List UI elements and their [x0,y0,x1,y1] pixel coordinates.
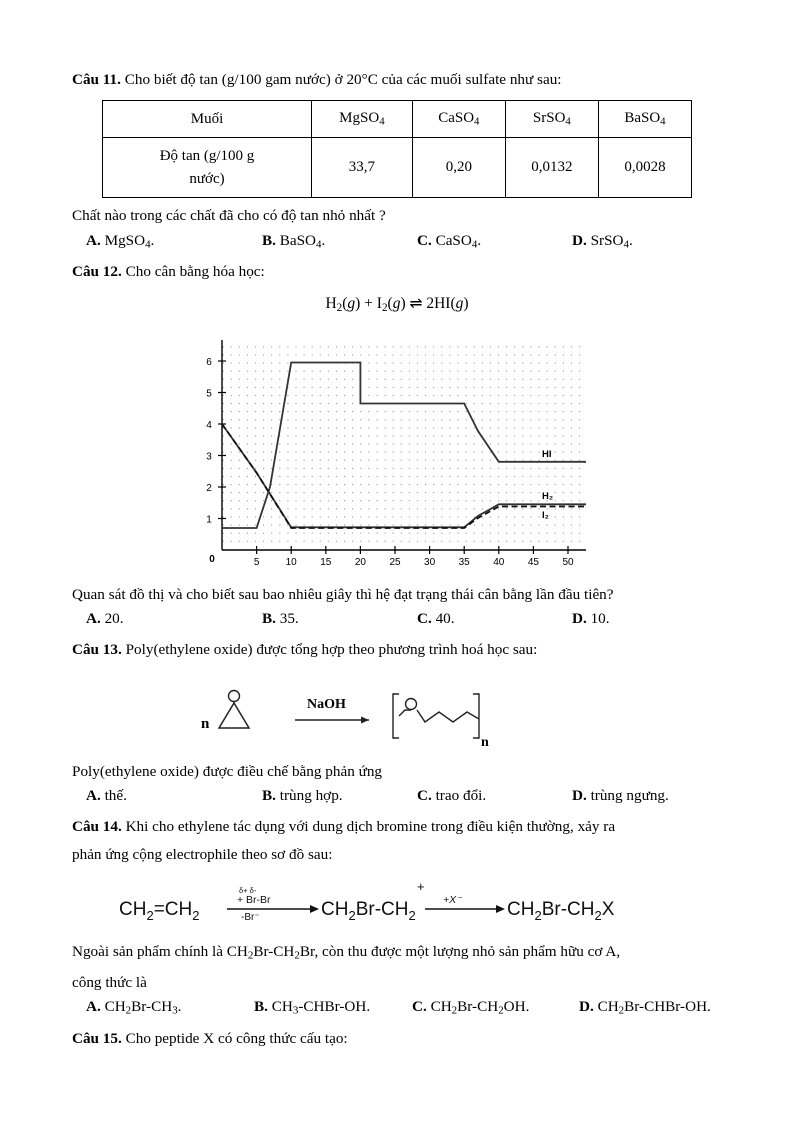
svg-text:35: 35 [458,556,470,568]
y-tick-labels [206,357,215,565]
svg-text:50: 50 [562,556,574,568]
option-a-key: A. [86,231,101,249]
svg-text:6: 6 [206,356,212,368]
question-15-stem [72,1027,722,1051]
table-header-cell-salt: Muối [103,100,312,138]
svg-text:25: 25 [389,556,401,568]
table-row-label [103,138,312,198]
option-a-key: A. [86,610,101,628]
option-b-key: B. [262,231,276,249]
option-a-key: A. [86,787,101,805]
chain-segment [399,710,411,716]
solubility-table [102,100,692,199]
question-11-text: Cho biết độ tan (g/100 gam nước) ở 20°C của các muối sulfate như sau: [120,71,562,88]
option-d-key: D. [572,787,587,805]
series-hi-label: HI [542,448,552,460]
option-c[interactable] [417,610,572,628]
option-b[interactable]: B. $CH_3-CHBr-OH$. [254,998,371,1018]
option-c[interactable] [417,787,572,805]
table-cell-value: 0,0028 [598,138,691,198]
question-14-text: Khi cho ethylene tác dụng với dung dịch bromine trong điều kiện thường, xảy ra [121,818,616,836]
polymerization-scheme [187,672,607,754]
option-a-text: 20. [104,610,124,628]
carbocation-charge: + [417,878,425,894]
question-12-stem [72,260,722,284]
option-d-key: D. [579,998,594,1016]
species-product: $CH_2Br-CH_2X$ [507,898,615,923]
option-a[interactable] [86,787,262,805]
question-12-label: Câu 12. [72,263,122,281]
question-11-label: Câu 11. [72,71,121,88]
svg-text:30: 30 [424,556,436,568]
question-13-text: Poly(ethylene oxide) được tổng hợp theo phương trình hoá học sau: [121,641,538,659]
svg-text:5: 5 [253,556,260,568]
option-b-text: trùng hợp. [279,787,343,805]
option-a[interactable]: A. $CH_2Br-CH_3$. [86,998,182,1018]
table-cell-value: 0,0132 [505,138,598,198]
series-h2-label: H₂ [542,490,554,502]
svg-text:10: 10 [285,556,297,568]
question-12-equation: $H_2(g) + I_2(g)$ ⇌ 2HI(g) [325,294,469,314]
question-11-options [72,232,722,251]
table-header-cell-mgso4: MgSO$_4$ [312,100,413,138]
chart-grid [222,340,582,547]
oxygen-atom-icon [229,690,240,701]
svg-text:5: 5 [206,388,212,400]
question-14-prompt-line1: Ngoài sản phẩm chính là $CH_2Br-CH_2Br$, còn thu được một lượng nhỏ sản phẩm hữu cơ A, [72,942,621,962]
option-b[interactable] [262,787,417,805]
chart-svg [182,322,612,577]
option-a-text: thế. [104,787,127,805]
electrophilic-addition-scheme [117,875,677,933]
question-14-prompt-line2: công thức là [72,974,147,992]
arrow-2-reagent: +X⁻ [443,893,462,906]
question-14-options [72,998,722,1017]
scheme-left-n: n [201,715,210,732]
series-i2-label: I₂ [542,509,549,521]
table-header-cell-caso4: CaSO$_4$ [412,100,505,138]
option-b-key: B. [262,787,276,805]
svg-text:0: 0 [209,553,215,565]
option-d-text: 10. [590,610,610,628]
reagent-naoh-label: NaOH [307,696,346,712]
option-c-key: C. [417,787,432,805]
question-13-prompt: Poly(ethylene oxide) được điều chế bằng phản ứng [72,762,383,780]
species-ethylene: $CH_2=CH_2$ [119,898,200,923]
svg-text:1: 1 [206,514,212,526]
svg-text:15: 15 [320,556,332,568]
question-15-text: Cho peptide X có công thức cấu tạo: [121,1030,348,1048]
table-header-row [103,100,692,138]
option-b[interactable] [262,610,417,628]
question-12-text: Cho cân bằng hóa học: [121,263,265,281]
x-tick-labels [254,557,574,568]
question-12-prompt: Quan sát đồ thị và cho biết sau bao nhiêu giây thì hệ đạt trạng thái cân bằng lần đầu tiên? [72,585,614,603]
svg-text:3: 3 [206,451,212,463]
option-a[interactable]: A. MgSO$_4$. [86,231,155,251]
scheme-right-n: n [481,734,489,750]
reaction-arrow-1-head [310,905,319,913]
arrow-1-delta-plus: δ+ δ- [239,885,257,895]
svg-text:2: 2 [206,482,212,494]
table-header-cell-srso4: SrSO$_4$ [505,100,598,138]
option-c-key: C. [412,998,427,1016]
table-header-cell-baso4: BaSO$_4$ [598,100,691,138]
question-14-stem [72,815,722,839]
question-14-label: Câu 14. [72,818,122,836]
equilibrium-chart [182,322,612,577]
option-c[interactable]: C. CaSO$_4$. [417,231,482,251]
question-12-options [72,610,722,628]
option-a-key: A. [86,998,101,1016]
reaction-arrow-head [361,716,369,723]
option-d-text: trùng ngưng. [590,787,669,805]
table-cell-value: 33,7 [312,138,413,198]
option-a[interactable] [86,610,262,628]
svg-text:4: 4 [206,419,212,431]
electrophilic-addition-svg [117,875,677,933]
epoxide-ring-icon [219,703,249,728]
option-c[interactable]: C. $CH_2Br-CH_2OH$. [412,998,530,1018]
oxygen-atom-icon [406,698,417,709]
arrow-1-reagent: + Br-Br [237,893,271,906]
question-15-label: Câu 15. [72,1030,122,1048]
option-c-key: C. [417,231,432,249]
row-label-line1: Độ tan (g/100 g [159,148,255,165]
chain-segment [417,710,479,722]
option-d[interactable] [572,787,669,805]
option-d-key: D. [572,231,587,249]
option-b-key: B. [262,610,276,628]
question-13-options [72,787,722,805]
polymerization-scheme-svg [187,672,607,754]
option-b[interactable]: B. BaSO$_4$. [262,231,326,251]
option-c-key: C. [417,610,432,628]
row-label-line2: nước) [189,170,225,187]
question-13-stem [72,638,722,662]
option-d-key: D. [572,610,587,628]
option-d[interactable] [572,610,610,628]
reaction-arrow-2-head [496,905,505,913]
arrow-1-leaving-group: -Br⁻ [241,911,260,923]
species-carbocation: $CH_2Br-CH_2$ [321,898,416,923]
table-row [103,138,692,198]
question-13-label: Câu 13. [72,641,122,659]
option-d[interactable]: D. $CH_2Br-CHBr-OH$. [579,998,711,1018]
svg-text:45: 45 [527,556,539,568]
option-b-text: 35. [279,610,299,628]
question-14-stem-line2: phản ứng cộng electrophile theo sơ đồ sau: [72,845,333,863]
bracket-left-icon [393,694,399,738]
option-c-text: 40. [435,610,455,628]
option-b-key: B. [254,998,268,1016]
option-c-text: trao đổi. [435,787,487,805]
question-11-prompt: Chất nào trong các chất đã cho có độ tan nhỏ nhất ? [72,207,386,225]
table-cell-value: 0,20 [412,138,505,198]
svg-text:40: 40 [493,556,505,568]
option-d[interactable]: D. SrSO$_4$. [572,231,633,251]
question-11-stem [72,68,722,92]
svg-text:20: 20 [354,556,366,568]
